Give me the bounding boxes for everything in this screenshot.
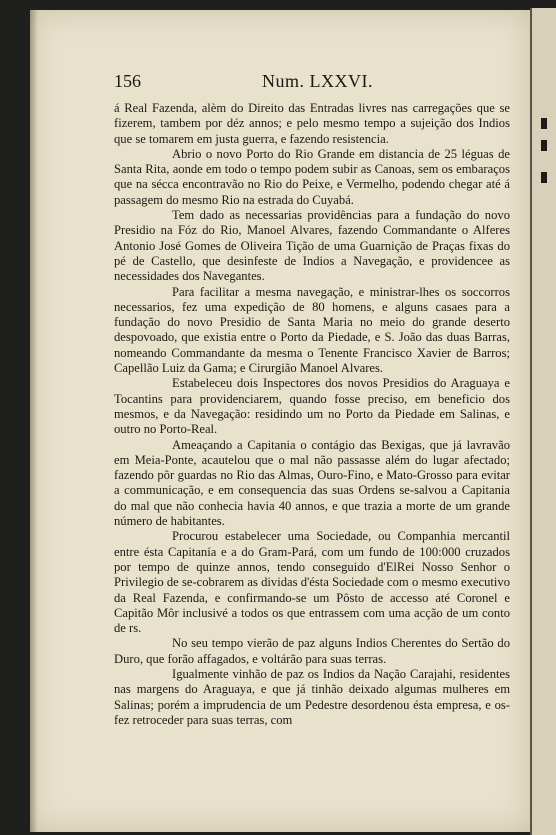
paragraph: Igualmente vinhão de paz os Indios da Nação Carajahi, residentes nas margens do Araguaya, e que já tinhão deixado algumas mulheres em Salinas; porém a imprudencia de um Pedestre desordenou ésta empresa, e os-fez retroceder para suas terras, com	[114, 666, 510, 727]
adjacent-page-mark	[541, 172, 547, 183]
body-text	[114, 101, 510, 728]
page-binding-shadow	[30, 10, 38, 832]
paragraph: Ameaçando a Capitania o contágio das Bexigas, que já lavravão em Meia-Ponte, acautelou que o mal não passasse além do lugar afectado; fazendo pôr guardas no Rio das Almas, Ouro-Fino, e Mato-Grosso para evitar a communicação, e em consequencia das suas Ordens se-salvou a Capitania do mal que não conhecia havia 40 annos, e que trazia a morte de um grande número de habitantes.	[114, 437, 510, 529]
running-head: Num. LXXVI.	[262, 71, 373, 91]
paragraph: Abrio o novo Porto do Rio Grande em distancia de 25 léguas de Santa Rita, aonde em todo o tempo podem subir as Canoas, sem os embaraços que na sécca encontravão no Rio do Peixe, e Vermelho, podendo chegar até á passagem do mesmo Rio na estrada do Cuyabá.	[114, 146, 510, 207]
adjacent-page-mark	[541, 118, 547, 129]
paragraph: Estabeleceu dois Inspectores dos novos Presidios do Araguaya e Tocantins para providenciarem, quando fosse preciso, em beneficio dos mesmos, e da Navegação: residindo um no Porto da Piedade em Salinas, e outro no Porto-Real.	[114, 376, 510, 437]
paragraph: Procurou estabelecer uma Sociedade, ou Companhia mercantil entre ésta Capitanía e a do Gram-Pará, com um fundo de 100:000 cruzados por tempo de quinze annos, tendo conseguido d'ElRei Nosso Senhor o Privilegio de se-cobrarem as dividas d'ésta Sociedade com o mesmo executivo da Real Fazenda, e confirmando-se um Pôsto de accesso até Coronel e Capitão Môr inclusivé a todos os que entrassem com uma acção de um conto de rs.	[114, 529, 510, 636]
paragraph: No seu tempo vierão de paz alguns Indios Cherentes do Sertão do Duro, que forão affagados, e voltárão para suas terras.	[114, 636, 510, 666]
adjacent-page-edge	[530, 8, 556, 835]
page-number: 156	[114, 71, 141, 91]
paragraph: Tem dado as necessarias providências para a fundação do novo Presidio na Fóz do Rio, Manoel Alvares, fazendo Commandante o Alferes Antonio José Gomes de Oliveira Tição de uma Guarnição de Praças fixas do pé de Castello, que desinfeste de Indios a Navegação, e providencee as necessidades dos Navegantes.	[114, 208, 510, 284]
paragraph: Para facilitar a mesma navegação, e ministrar-lhes os soccorros necessarios, fez uma expedição de 80 homens, e alguns casaes para a fundação do novo Presidio de Santa Maria no meio do grande deserto despovoado, que existia entre o Porto da Piedade, e S. João das duas Barras, nomeando Commandante da mesma o Tenente Francisco Xavier de Barros; Capellão Luiz da Gama; e Cirurgião Manoel Alvares.	[114, 284, 510, 376]
page-header	[114, 71, 494, 95]
paragraph: á Real Fazenda, alèm do Direito das Entradas livres nas carregações que se fizerem, tambem por déz annos; e pelo mesmo tempo a sujeição dos Indios que se tomarem em justa guerra, e fazendo resistencia.	[114, 101, 510, 146]
adjacent-page-mark	[541, 140, 547, 151]
